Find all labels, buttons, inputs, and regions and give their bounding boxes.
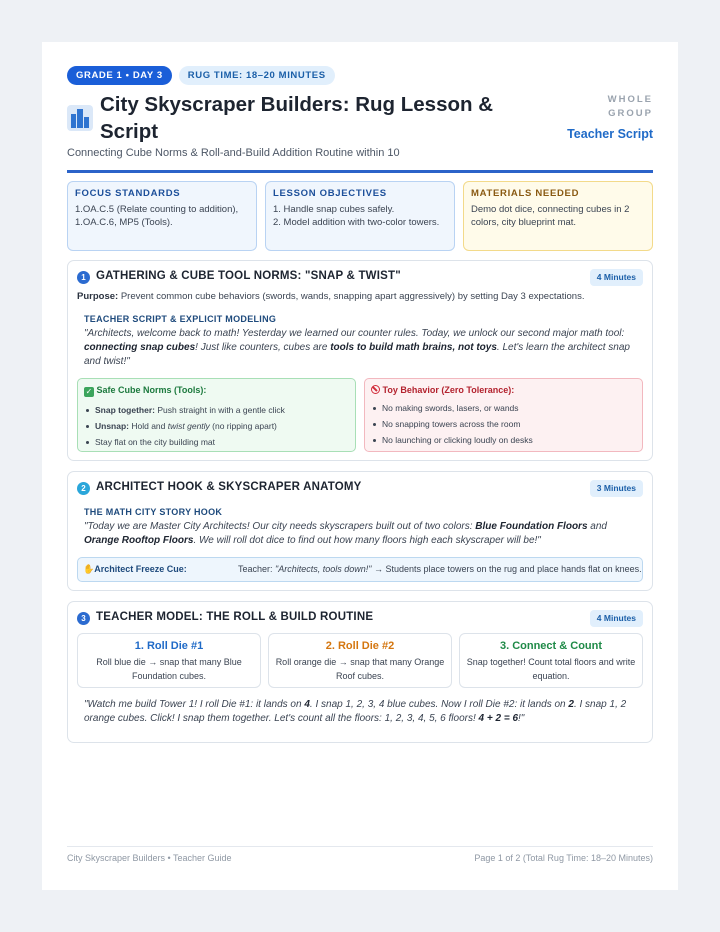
step-roll-die-2 <box>268 633 452 688</box>
footer-page-info: Page 1 of 2 (Total Rug Time: 18–20 Minutes) <box>474 853 653 863</box>
duration-badge: 4 Minutes <box>590 610 643 627</box>
city-skyline-icon <box>67 105 93 131</box>
list-item: Stay flat on the city building mat <box>84 434 349 450</box>
focus-standards-box <box>67 181 257 251</box>
page-content <box>67 66 653 743</box>
duration-badge: 4 Minutes <box>590 269 643 286</box>
step-connect-count <box>459 633 643 688</box>
objective-2: 2. Model addition with two-color towers. <box>273 217 440 228</box>
step-roll-die-1 <box>77 633 261 688</box>
freeze-cue-label: ✋Architect Freeze Cue: <box>83 564 187 574</box>
section-3-script: "Watch me build Tower 1! I roll Die #1: it lands on 4. I snap 1, 2, 3, 4 blue cubes. Now I roll Die #2: it lands on 2. I snap 1, 2 orange cubes. Click! I snap them together. Let's count all the floors: 1, 2, 3, 4, 5, 6 floors! 4 + 2 = 6!" <box>84 699 627 724</box>
no-entry-icon <box>371 385 380 394</box>
toy-behavior-heading: Toy Behavior (Zero Tolerance): <box>371 385 636 395</box>
section-1-purpose <box>77 291 643 302</box>
materials-heading: MATERIALS NEEDED <box>471 188 580 199</box>
step-text: Roll orange die → snap that many Orange Roof cubes. <box>275 657 445 681</box>
section-2-card <box>67 471 653 591</box>
routine-steps <box>77 633 643 688</box>
cube-norms <box>77 378 643 452</box>
raised-hand-icon: ✋ <box>83 564 95 574</box>
grade-badge: GRADE 1 • DAY 3 <box>67 66 172 85</box>
objective-1: 1. Handle snap cubes safely. <box>273 204 395 215</box>
header-pills <box>67 66 653 85</box>
purpose-text: Prevent common cube behaviors (swords, wands, snapping apart aggressively) by setting Day 3 expectations. <box>118 291 585 302</box>
lesson-objectives-heading: LESSON OBJECTIVES <box>273 188 387 199</box>
step-text: Snap together! Count total floors and write equation. <box>466 657 636 681</box>
duration-badge: 3 Minutes <box>590 480 643 497</box>
lesson-page <box>42 42 678 890</box>
section-3-card <box>67 601 653 743</box>
section-number: 1 <box>77 271 90 284</box>
section-2-script: "Today we are Master City Architects! Our city needs skyscrapers built out of two colors: Blue Foundation Floors and Orange Rooftop Floors. We will roll dot dice to find out how many floors high each skyscraper will be!" <box>84 521 607 546</box>
rug-time-badge: RUG TIME: 18–20 MINUTES <box>179 66 335 85</box>
list-item: No launching or clicking loudly on desks <box>371 432 636 448</box>
title-row <box>67 91 653 145</box>
section-number: 2 <box>77 482 90 495</box>
freeze-cue-box <box>77 557 643 582</box>
step-text: Roll blue die → snap that many Blue Foundation cubes. <box>96 657 242 681</box>
script-label: TEACHER SCRIPT & EXPLICIT MODELING <box>84 314 277 324</box>
info-boxes <box>67 181 653 251</box>
story-hook-label: THE MATH CITY STORY HOOK <box>84 507 223 517</box>
section-3-header <box>77 610 643 627</box>
check-box-icon: ✓ <box>85 387 93 396</box>
materials-text: Demo dot dice, connecting cubes in 2 colors, city blueprint mat. <box>471 204 630 228</box>
list-item: No making swords, lasers, or wands <box>371 400 636 416</box>
purpose-label: Purpose: <box>77 291 119 302</box>
list-item: Snap together: Push straight in with a gentle click <box>84 402 349 418</box>
materials-needed-box <box>463 181 653 251</box>
lesson-objectives-box <box>265 181 455 251</box>
section-1-title: GATHERING & CUBE TOOL NORMS: "SNAP & TWIST" <box>96 270 401 282</box>
toy-behavior-box <box>364 378 643 452</box>
page-title: City Skyscraper Builders: Rug Lesson & Script <box>100 93 494 143</box>
section-2-header <box>77 480 643 497</box>
focus-standards-heading: FOCUS STANDARDS <box>75 188 181 199</box>
list-item: Unsnap: Hold and twist gently (no ripping apart) <box>84 418 349 434</box>
freeze-cue-text: Teacher: "Architects, tools down!" → Students place towers on the rug and place hands flat on knees. <box>238 564 642 574</box>
section-2-title: ARCHITECT HOOK & SKYSCRAPER ANATOMY <box>96 481 362 493</box>
group-label: WHOLE GROUP <box>607 94 653 119</box>
footer-left: City Skyscraper Builders • Teacher Guide <box>67 853 232 863</box>
focus-standards-text: 1.OA.C.5 (Relate counting to addition), 1.OA.C.6, MP5 (Tools). <box>75 204 239 228</box>
safe-norms-heading: ✓ Safe Cube Norms (Tools): <box>85 385 207 396</box>
section-3-title: TEACHER MODEL: THE ROLL & BUILD ROUTINE <box>96 611 374 623</box>
header-divider <box>67 170 653 173</box>
step-title: 3. Connect & Count <box>499 640 603 652</box>
section-1-script: "Architects, welcome back to math! Yesterday we learned our counter rules. Today, we unlock our second major math tool: connecting snap cubes! Just like counters, cubes are tools to build math brains, not toys. Let's learn the architect snap and twist!" <box>84 328 630 367</box>
step-title: 1. Roll Die #1 <box>134 640 204 652</box>
page-footer <box>67 846 653 863</box>
section-1-card <box>67 260 653 461</box>
list-item: No snapping towers across the room <box>371 416 636 432</box>
teacher-script-label: Teacher Script <box>567 127 653 141</box>
safe-norms-box <box>77 378 356 452</box>
section-1-header <box>77 269 643 286</box>
page-subtitle: Connecting Cube Norms & Roll-and-Build Addition Routine within 10 <box>67 147 400 159</box>
section-number: 3 <box>77 612 90 625</box>
step-title: 2. Roll Die #2 <box>325 640 395 652</box>
